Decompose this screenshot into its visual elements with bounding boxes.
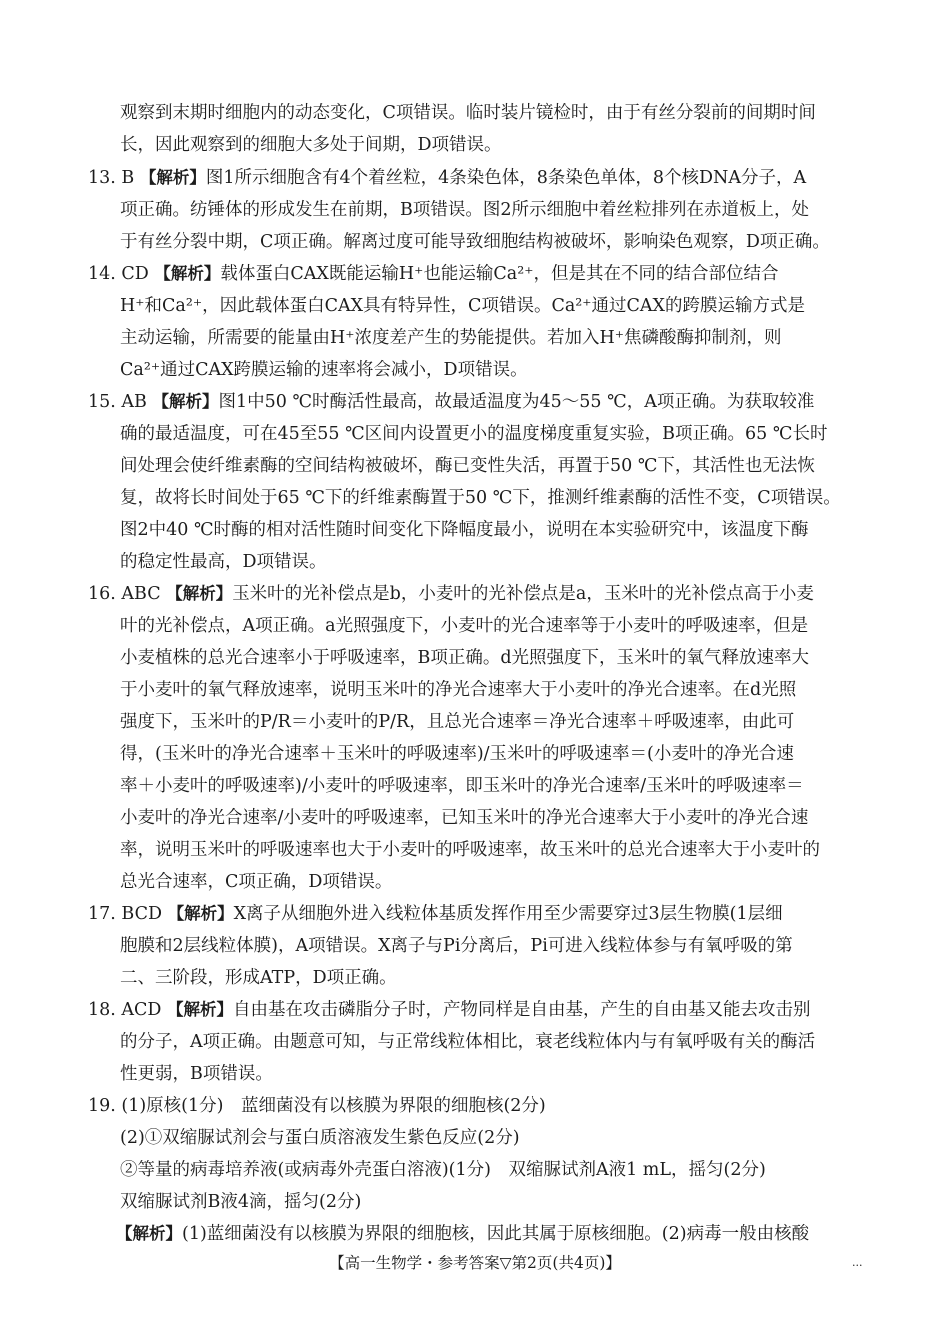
answer-label: 14. CD bbox=[88, 264, 149, 284]
text-line: Ca²⁺通过CAX跨膜运输的速率将会减小，D项错误。 bbox=[120, 360, 528, 380]
q15-line-1 bbox=[88, 390, 814, 414]
analysis-text: 玉米叶的光补偿点是b，小麦叶的光补偿点是a，玉米叶的光补偿点高于小麦 bbox=[232, 584, 814, 604]
text-line: 于小麦叶的氧气释放速率，说明玉米叶的净光合速率大于小麦叶的净光合速率。在d光照 bbox=[120, 680, 797, 700]
analysis-tag: 【解析】 bbox=[166, 584, 233, 603]
text-line: 胞膜和2层线粒体膜)，A项错误。X离子与Pi分离后，Pi可进入线粒体参与有氧呼吸的第 bbox=[120, 936, 793, 956]
text-line: 总光合速率，C项正确，D项错误。 bbox=[120, 872, 393, 892]
q18-line-1 bbox=[88, 998, 811, 1022]
analysis-text: 自由基在攻击磷脂分子时，产物同样是自由基，产生的自由基又能去攻击别 bbox=[233, 1000, 811, 1020]
text-line: ②等量的病毒培养液(或病毒外壳蛋白溶液)(1分) 双缩脲试剂A液1 mL，摇匀(2分) bbox=[120, 1160, 766, 1180]
analysis-tag: 【解析】 bbox=[167, 1000, 234, 1019]
text-line: 复，故将长时间处于65 ℃下的纤维素酶置于50 ℃下，推测纤维素酶的活性不变，C项错误。 bbox=[120, 488, 841, 508]
text-line: H⁺和Ca²⁺，因此载体蛋白CAX具有特异性，C项错误。Ca²⁺通过CAX的跨膜运输方式是 bbox=[120, 296, 806, 316]
analysis-tag: 【解析】 bbox=[116, 1224, 182, 1243]
text-line: 二、三阶段，形成ATP，D项正确。 bbox=[120, 968, 397, 988]
text-line: 性更弱，B项错误。 bbox=[120, 1064, 273, 1084]
analysis-tag: 【解析】 bbox=[139, 168, 206, 187]
answer-label: 18. ACD bbox=[88, 1000, 162, 1020]
q13-line-1 bbox=[88, 166, 806, 190]
answer-label: 15. AB bbox=[88, 392, 147, 412]
text-line: 长，因此观察到的细胞大多处于间期，D项错误。 bbox=[120, 135, 502, 155]
text-line: 得，(玉米叶的净光合速率＋玉米叶的呼吸速率)/玉米叶的呼吸速率＝(小麦叶的净光合速 bbox=[120, 744, 794, 764]
answer-label: 13. B bbox=[88, 168, 135, 188]
analysis-text: 图1所示细胞含有4个着丝粒，4条染色体，8条染色单体，8个核DNA分子，A bbox=[205, 168, 807, 188]
q14-line-1 bbox=[88, 262, 778, 286]
q19-analysis-line bbox=[116, 1222, 809, 1246]
text-line: 的稳定性最高，D项错误。 bbox=[120, 552, 327, 572]
analysis-tag: 【解析】 bbox=[152, 392, 219, 411]
text-line: 小麦叶的净光合速率/小麦叶的呼吸速率，已知玉米叶的净光合速率大于小麦叶的净光合速 bbox=[120, 808, 809, 828]
text-line: 小麦植株的总光合速率小于呼吸速率，B项正确。d光照强度下，玉米叶的氧气释放速率大 bbox=[120, 648, 810, 668]
text-line: 的分子，A项正确。由题意可知，与正常线粒体相比，衰老线粒体内与有氧呼吸有关的酶活 bbox=[120, 1032, 816, 1052]
text-line: 强度下，玉米叶的P/R＝小麦叶的P/R，且总光合速率＝净光合速率＋呼吸速率，由此可 bbox=[120, 712, 795, 732]
text-line: 双缩脲试剂B液4滴，摇匀(2分) bbox=[120, 1192, 362, 1212]
text-line: 确的最适温度，可在45至55 ℃区间内设置更小的温度梯度重复实验，B项正确。65 ℃长时 bbox=[120, 424, 828, 444]
text-line: 项正确。纺锤体的形成发生在前期，B项错误。图2所示细胞中着丝粒排列在赤道板上，处 bbox=[120, 200, 809, 220]
corner-mark: ... bbox=[852, 1256, 863, 1269]
analysis-tag: 【解析】 bbox=[154, 264, 221, 283]
answer-label: 17. BCD bbox=[88, 904, 162, 924]
analysis-text: 载体蛋白CAX既能运输H⁺也能运输Ca²⁺，但是其在不同的结合部位结合 bbox=[220, 264, 779, 284]
analysis-text: 图1中50 ℃时酶活性最高，故最适温度为45～55 ℃，A项正确。为获取较准 bbox=[218, 392, 815, 412]
page-footer: 【高一生物学・参考答案▽第2页(共4页)】 bbox=[329, 1254, 621, 1272]
text-line: 间处理会使纤维素酶的空间结构被破坏，酶已变性失活，再置于50 ℃下，其活性也无法恢 bbox=[120, 456, 815, 476]
analysis-text: (1)蓝细菌没有以核膜为界限的细胞核，因此其属于原核细胞。(2)病毒一般由核酸 bbox=[182, 1224, 810, 1244]
text-line: 叶的光补偿点，A项正确。a光照强度下，小麦叶的光合速率等于小麦叶的呼吸速率，但是 bbox=[120, 616, 809, 636]
text-line: 图2中40 ℃时酶的相对活性随时间变化下降幅度最小，说明在本实验研究中，该温度下酶 bbox=[120, 520, 809, 540]
text-line: 于有丝分裂中期，C项正确。解离过度可能导致细胞结构被破坏，影响染色观察，D项正确。 bbox=[120, 232, 830, 252]
q19-line-1: 19. (1)原核(1分) 蓝细菌没有以核膜为界限的细胞核(2分) bbox=[88, 1096, 546, 1116]
analysis-tag: 【解析】 bbox=[167, 904, 234, 923]
text-line: (2)①双缩脲试剂会与蛋白质溶液发生紫色反应(2分) bbox=[120, 1128, 520, 1148]
analysis-text: X离子从细胞外进入线粒体基质发挥作用至少需要穿过3层生物膜(1层细 bbox=[233, 904, 783, 924]
q16-line-1 bbox=[88, 582, 814, 606]
text-line: 率＋小麦叶的呼吸速率)/小麦叶的呼吸速率，即玉米叶的净光合速率/玉米叶的呼吸速率＝ bbox=[120, 776, 804, 796]
text-line: 观察到末期时细胞内的动态变化，C项错误。临时装片镜检时，由于有丝分裂前的间期时间 bbox=[120, 103, 816, 123]
answer-label: 16. ABC bbox=[88, 584, 161, 604]
text-line: 率，说明玉米叶的呼吸速率也大于小麦叶的呼吸速率，故玉米叶的总光合速率大于小麦叶的 bbox=[120, 840, 820, 860]
text-line: 主动运输，所需要的能量由H⁺浓度差产生的势能提供。若加入H⁺焦磷酸酶抑制剂，则 bbox=[120, 328, 782, 348]
q17-line-1 bbox=[88, 902, 783, 926]
